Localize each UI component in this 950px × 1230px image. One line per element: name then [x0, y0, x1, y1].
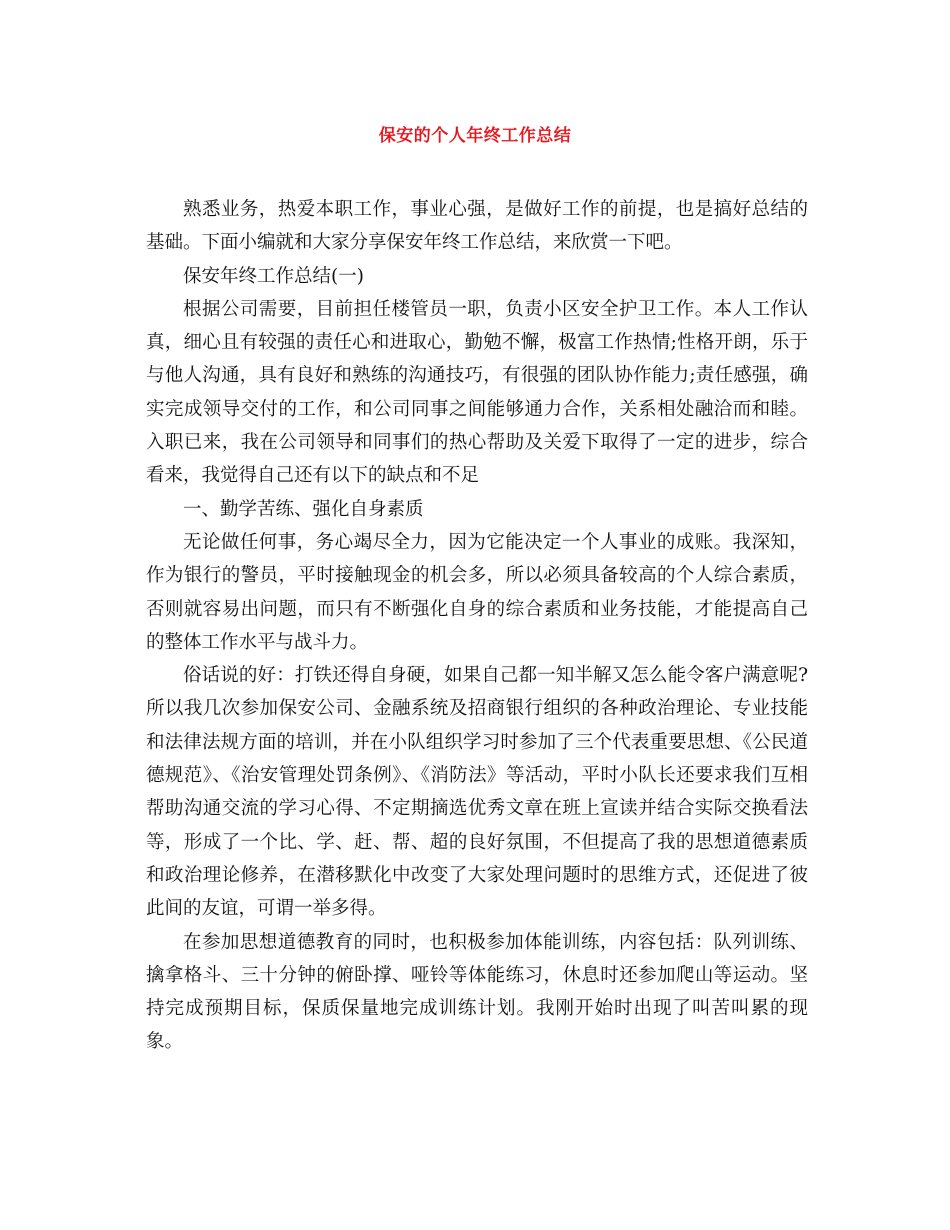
paragraph-effort: 无论做任何事，务心竭尽全力，因为它能决定一个人事业的成账。我深知，作为银行的警员，平时接触现金的机会多，所以必须具备较高的个人综合素质，否则就容易出问题，而只有不断强化自身的综合素质和业务技能，才能提高自己的整体工作水平与战斗力。 [146, 531, 808, 653]
paragraph-intro: 熟悉业务，热爱本职工作，事业心强，是做好工作的前提，也是搞好总结的基础。下面小编就和大家分享保安年终工作总结，来欣赏一下吧。 [146, 199, 808, 254]
document-title: 保安的个人年终工作总结 [378, 126, 572, 146]
section-heading-summary-one: 保安年终工作总结(一) [183, 265, 364, 287]
section-heading-study: 一、勤学苦练、强化自身素质 [183, 498, 424, 520]
paragraph-role-description: 根据公司需要，目前担任楼管员一职，负责小区安全护卫工作。本人工作认真，细心且有较强的责任心和进取心，勤勉不懈，极富工作热情;性格开朗，乐于与他人沟通，具有良好和熟练的沟通技巧，有很强的团队协作能力;责任感强，确实完成领导交付的工作，和公司同事之间能够通力合作，关系相处融洽而和睦。入职已来，我在公司领导和同事们的热心帮助及关爱下取得了一定的进步，综合看来，我觉得自己还有以下的缺点和不足 [146, 298, 808, 487]
document-body [146, 193, 808, 1059]
paragraph-training: 俗话说的好：打铁还得自身硬，如果自己都一知半解又怎么能令客户满意呢?所以我几次参加保安公司、金融系统及招商银行组织的各种政治理论、专业技能和法律法规方面的培训，并在小队组织学习时参加了三个代表重要思想、《公民道德规范》、《治安管理处罚条例》、《消防法》等活动，平时小队长还要求我们互相帮助沟通交流的学习心得、不定期摘选优秀文章在班上宣读并结合实际交换看法等，形成了一个比、学、赶、帮、超的良好氛围，不但提高了我的思想道德素质和政治理论修养，在潜移默化中改变了大家处理问题时的思维方式，还促进了彼此间的友谊，可谓一举多得。 [146, 665, 808, 920]
paragraph-physical-training: 在参加思想道德教育的同时，也积极参加体能训练，内容包括：队列训练、擒拿格斗、三十分钟的俯卧撑、哑铃等体能练习，休息时还参加爬山等运动。坚持完成预期目标，保质保量地完成训练计划。我刚开始时出现了叫苦叫累的现象。 [146, 931, 808, 1053]
